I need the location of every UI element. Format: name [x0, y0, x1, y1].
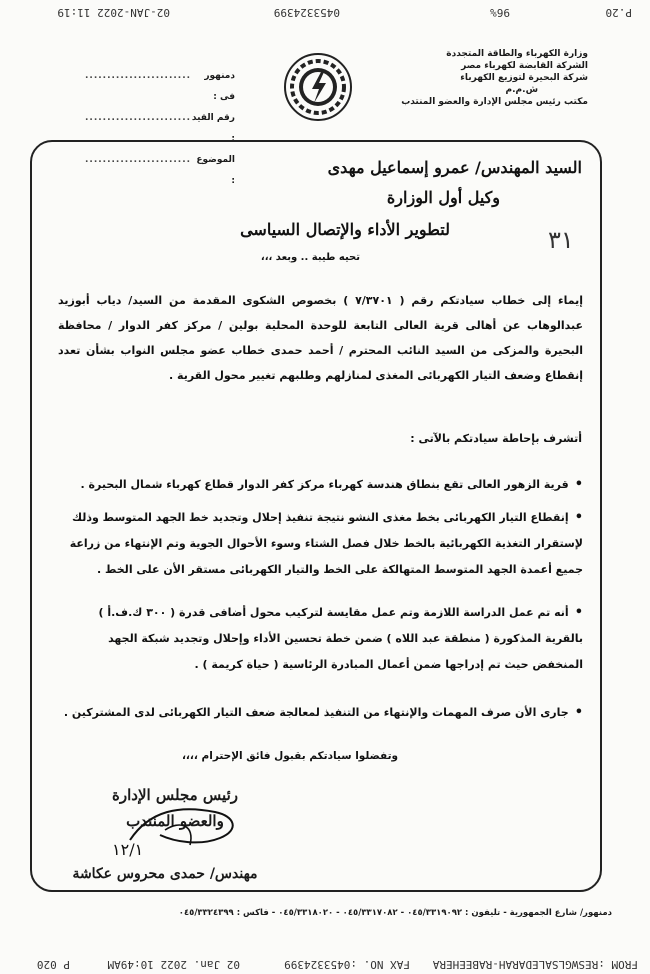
org-line: مكتب رئيس مجلس الإدارة والعضو المنتدب — [401, 97, 588, 107]
signatory-title: رئيس مجلس الإدارة — [112, 786, 238, 804]
org-line: شركة البحيرة لتوزيع الكهرباء — [460, 73, 588, 83]
organization-block — [401, 48, 588, 108]
intro-paragraph: إيماء إلى خطاب سيادتكم رقم ( ٧/٣٧٠١ ) بخصوص الشكوى المقدمة من السيد/ دياب أبوزيد عبدالوهاب عن أهالى قرية العالى التابعة للوحدة المحلية بولين / مركز كفر الدوار / محافظة البحيرة والمزكى من السيد النائب المحترم / أحمد حمدى خطاب عضو مجلس النواب بشأن تعدد إنقطاع وضعف التيار الكهربائى المغذى لمنازلهم وطلبهم تغيير محول القرية . — [58, 294, 583, 382]
recipient-title: وكيل أول الوزارة — [386, 188, 500, 207]
meta-label: دمنهور فى : — [204, 71, 235, 102]
list-item: • أنه تم عمل الدراسة اللازمة وتم عمل مقايسة لتركيب محول أضافى قدرة ( ٣٠٠ ك.ف.أ ) بالقرية المذكورة ( منطقة عبد اللاه ) ضمن خطة تحسين الأداء وإحلال وتجديد شبكة الجهد المنخفض حيث تم إدراجها ضمن أعمال المبادرة الرئاسية ( حياة كريمة ) . — [58, 600, 583, 678]
fax-no: FAX NO. :0453324399 — [284, 958, 410, 971]
signatory-subtitle: والعضو المنتدب — [126, 812, 224, 830]
signatory-name: مهندس/ حمدى محروس عكاشة — [72, 866, 258, 882]
fax-number: 0453324399 — [273, 6, 340, 19]
org-line: وزارة الكهرباء والطاقة المتجددة — [446, 49, 588, 59]
company-logo — [283, 52, 353, 122]
meta-row — [85, 66, 235, 108]
meta-value: ........................ — [85, 113, 192, 123]
org-line: الشركة القابضة لكهرباء مصر — [461, 61, 588, 71]
signature-date: ١٢/١ — [112, 840, 144, 859]
meta-value: ........................ — [85, 155, 192, 165]
fax-datetime: 02-JAN-2022 11:19 — [57, 6, 170, 19]
greeting: تحيه طيبة .. وبعد ،،، — [260, 252, 360, 263]
recipient-department: لتطوير الأداء والإتصال السياسى — [240, 220, 450, 239]
closing-line: وتفضلوا سيادتكم بقبول فائق الإحترام ،،،، — [181, 750, 399, 762]
honor-line: أتشرف بإحاطة سيادتكم بالآتى : — [410, 432, 582, 445]
list-item: • قرية الزهور العالى تقع بنطاق هندسة كهرباء مركز كفر الدوار قطاع كهرباء شمال البحيرة . — [58, 472, 583, 498]
fax-from: FROM :RESWGLSALEDARAH-RABEEHERA — [432, 958, 638, 971]
fax-page: P 020 — [36, 958, 70, 971]
fax-date: 02 Jan. 2022 10:49AM — [107, 958, 240, 971]
footer-address: دمنهور/ شارع الجمهورية - تليفون : ٠٤٥/٣٣١٩٠٩٢ - ٠٤٥/٣٣١٧٠٨٢ - ٠٤٥/٣٣١٨٠٢٠ - فاكس : ٠٤٥/٣٣٢٤٣٩٩ — [178, 908, 612, 918]
margin-note: ٣١ — [548, 226, 574, 254]
org-line: ش.م.م — [505, 85, 538, 95]
list-item: • جارى الأن صرف المهمات والإنتهاء من التنفيذ لمعالجة ضعف التيار الكهربائى لدى المشتركين . — [58, 700, 583, 726]
fax-percent: 96% — [490, 6, 510, 19]
fax-header — [10, 2, 640, 22]
meta-value: ........................ — [85, 71, 192, 81]
meta-label: الموضوع : — [196, 155, 235, 186]
recipient-name: السيد المهندس/ عمرو إسماعيل مهدى — [327, 158, 582, 177]
meta-label: رقم القيد : — [191, 113, 235, 144]
list-item: • إنقطاع التيار الكهربائى بخط مغذى النشو نتيجة تنفيذ إحلال وتجديد خط الجهد المتوسط وذلك لإستقرار التغذية الكهربائية بالخط خلال فصل الشتاء وسوء الأحوال الجوية وتم الإنتهاء من زراعة جميع أعمدة الجهد المتوسط المتهالكة على الخط والتيار الكهربائى مستقر الأن على الخط . — [58, 505, 583, 583]
fax-page: P.20 — [605, 6, 632, 19]
fax-footer — [0, 954, 650, 974]
